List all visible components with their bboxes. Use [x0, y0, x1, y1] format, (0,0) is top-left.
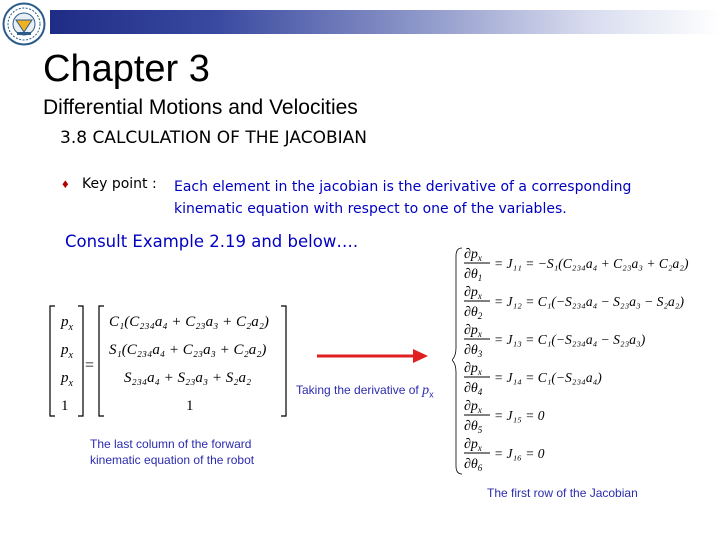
jacobian-element: = J₁₄ = C₁(−S₂₃₄a₄) [494, 370, 602, 385]
jacobian-element: = J₁₁ = −S₁(C₂₃₄a₄ + C₂₃a₃ + C₂a₂) [494, 256, 689, 271]
key-point-text [174, 176, 631, 220]
derivative-numerator: $\partial p_x$ [464, 361, 482, 377]
jacobian-row [464, 323, 646, 359]
jacobian-element: = J₁₃ = C₁(−S₂₃₄a₄ − S₂₃a₃) [494, 332, 646, 347]
rhs-entry: C₁(C₂₃₄a₄ + C₂₃a₃ + C₂a₂) [109, 314, 269, 330]
section-heading: 3.8 CALCULATION OF THE JACOBIAN [60, 128, 367, 148]
jacobian-row-caption: The first row of the Jacobian [487, 486, 638, 500]
jacobian-row [464, 437, 545, 473]
derivative-denominator: $\partial\theta_5$ [464, 419, 483, 435]
jacobian-row [464, 247, 689, 283]
derivative-denominator: $\partial\theta_6$ [464, 457, 483, 473]
derivative-numerator: $\partial p_x$ [464, 323, 482, 339]
rhs-entry: S₂₃₄a₄ + S₂₃a₃ + S₂a₂ [124, 370, 252, 386]
derivative-numerator: $\partial p_x$ [464, 399, 482, 415]
jacobian-row [464, 361, 602, 397]
key-point-label: Key point : [82, 176, 157, 192]
university-logo-icon [2, 2, 46, 46]
derivative-denominator: $\partial\theta_4$ [464, 381, 483, 397]
rhs-entry: S₁(C₂₃₄a₄ + C₂₃a₃ + C₂a₂) [109, 342, 267, 358]
lhs-entry: $p_x$ [61, 314, 73, 333]
jacobian-element: = J₁₂ = C₁(−S₂₃₄a₄ − S₂₃a₃ − S₂a₂) [494, 294, 684, 309]
diamond-bullet-icon: ♦ [62, 176, 69, 191]
jacobian-element: = J₁₅ = 0 [494, 408, 545, 423]
jacobian-row-derivatives [452, 240, 692, 480]
jacobian-row [464, 399, 545, 435]
red-arrow-icon [317, 348, 429, 364]
rhs-entry: 1 [186, 398, 194, 414]
header-bar [50, 10, 720, 34]
lhs-entry: 1 [61, 398, 69, 414]
key-point-line-2: kinematic equation with respect to one of the variables. [174, 201, 567, 217]
lhs-entry: $p_x$ [61, 342, 73, 361]
derivative-caption: Taking the derivative of $p_x$ [296, 383, 434, 400]
lhs-entry: $p_x$ [61, 370, 73, 389]
jacobian-element: = J₁₆ = 0 [494, 446, 545, 461]
equals-sign: = [85, 357, 95, 374]
slide-title: Chapter 3 [43, 48, 210, 90]
consult-example-text: Consult Example 2.19 and below…. [65, 232, 359, 251]
derivative-numerator: $\partial p_x$ [464, 247, 482, 263]
last-column-caption: The last column of the forward kinematic equation of the robot [90, 437, 255, 467]
derivative-denominator: $\partial\theta_1$ [464, 267, 483, 283]
derivative-numerator: $\partial p_x$ [464, 437, 482, 453]
jacobian-row [464, 285, 684, 321]
slide-subtitle: Differential Motions and Velocities [43, 96, 358, 119]
derivative-denominator: $\partial\theta_2$ [464, 305, 483, 321]
derivative-denominator: $\partial\theta_3$ [464, 343, 483, 359]
forward-kinematics-column-matrix [48, 300, 294, 422]
key-point-line-1: Each element in the jacobian is the derivative of a corresponding [174, 179, 632, 195]
derivative-numerator: $\partial p_x$ [464, 285, 482, 301]
